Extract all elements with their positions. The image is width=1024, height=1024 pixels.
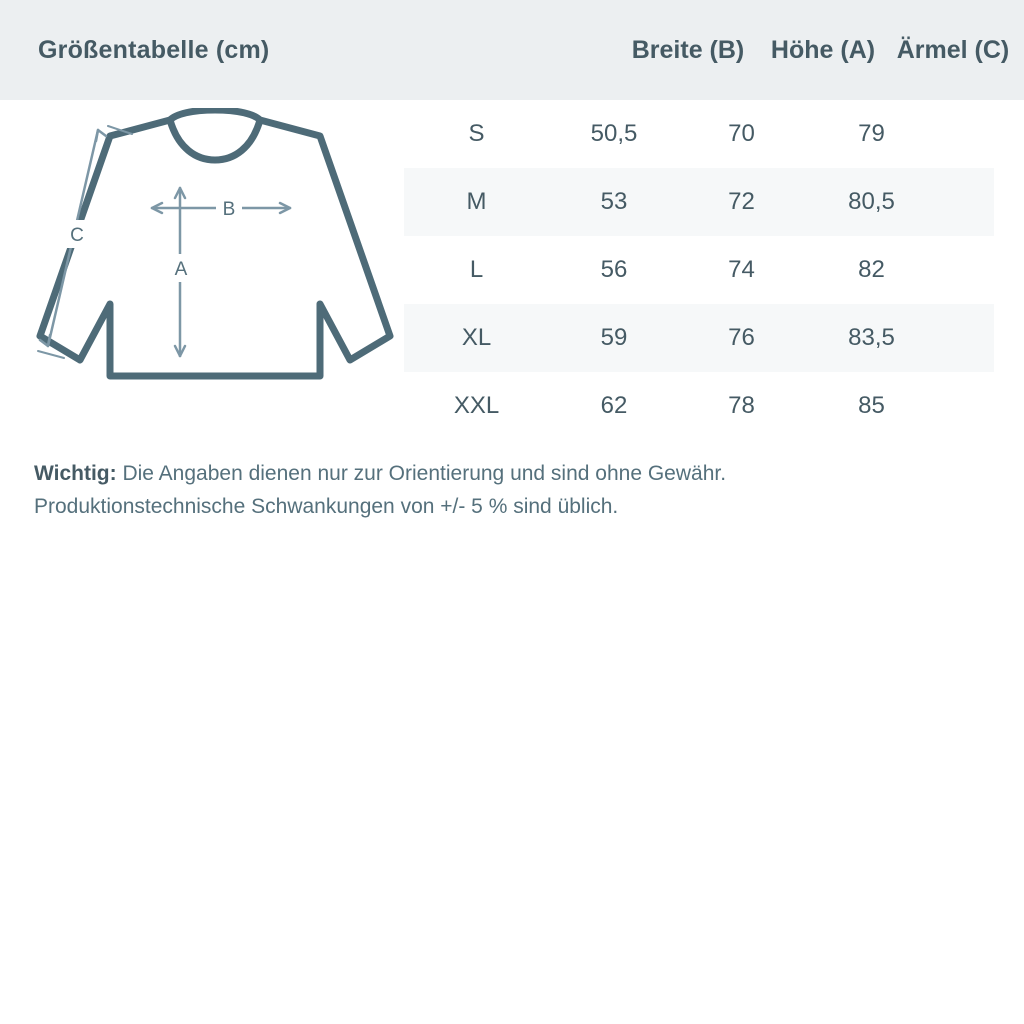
table-header-row (0, 0, 1024, 100)
cell-height: 70 (728, 120, 755, 147)
label-sleeve: C (70, 225, 84, 246)
size-table (404, 100, 994, 440)
table-row (404, 304, 994, 372)
cell-size: XXL (453, 392, 500, 419)
longsleeve-shirt-diagram (20, 108, 410, 428)
label-height: A (174, 259, 188, 280)
label-width: B (222, 199, 236, 220)
table-row (404, 236, 994, 304)
header-columns (518, 36, 1024, 65)
cell-width: 50,5 (590, 120, 638, 147)
cell-width: 62 (600, 392, 628, 419)
table-row (404, 100, 994, 168)
cell-sleeve: 83,5 (848, 324, 895, 351)
disclaimer-note (0, 440, 1024, 523)
cell-sleeve: 85 (858, 392, 885, 419)
page-title: Größentabelle (cm) (38, 35, 270, 64)
cell-sleeve: 80,5 (848, 188, 895, 215)
cell-sleeve: 79 (858, 120, 885, 147)
cell-size: S (468, 120, 485, 147)
cell-size: L (469, 256, 484, 283)
cell-size: M (466, 188, 487, 215)
cell-height: 78 (728, 392, 755, 419)
cell-height: 76 (728, 324, 755, 351)
cell-size: XL (461, 324, 492, 351)
chart-body (0, 100, 1024, 440)
disclaimer-line-1: Die Angaben dienen nur zur Orientierung und sind ohne Gewähr. (116, 462, 727, 485)
table-row (404, 372, 994, 440)
disclaimer-emphasis: Wichtig: (34, 462, 117, 485)
cell-width: 53 (600, 188, 628, 215)
column-header-sleeve: Ärmel (C) (896, 35, 1010, 64)
disclaimer-line-2: Produktionstechnische Schwankungen von +/- 5 % sind üblich. (34, 494, 619, 518)
table-row (404, 168, 994, 236)
cell-height: 72 (728, 188, 755, 215)
cell-width: 59 (600, 324, 628, 351)
column-header-height: Höhe (A) (770, 35, 876, 64)
column-header-width: Breite (B) (631, 35, 745, 64)
cell-height: 74 (728, 256, 755, 283)
cell-sleeve: 82 (858, 256, 885, 283)
cell-width: 56 (600, 256, 628, 283)
